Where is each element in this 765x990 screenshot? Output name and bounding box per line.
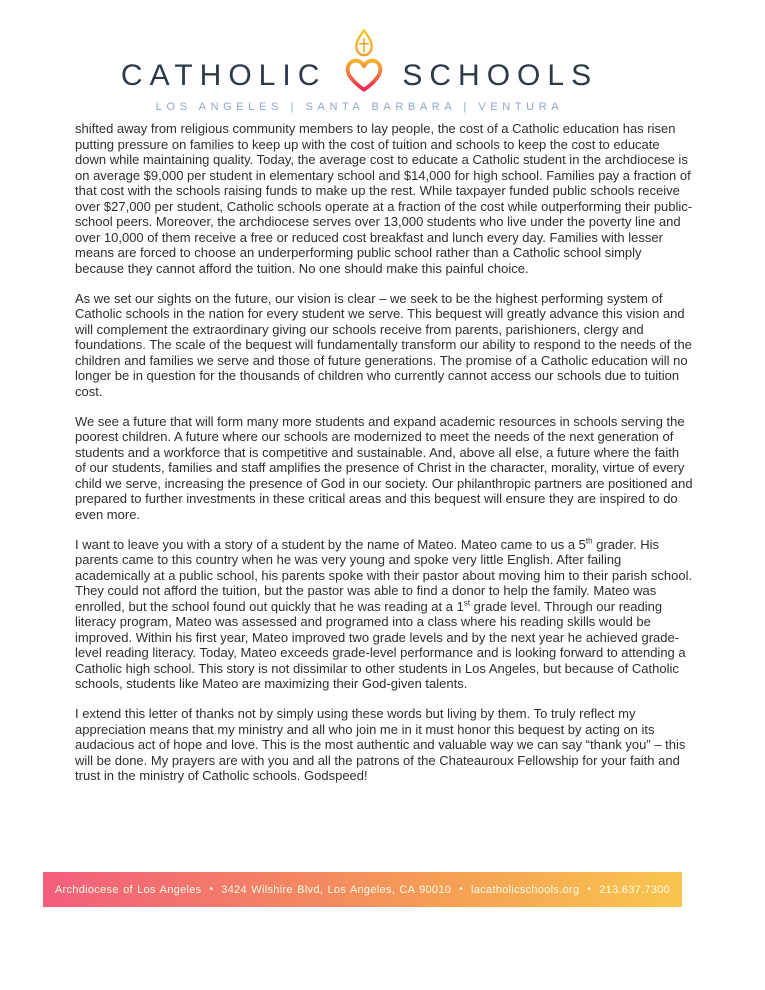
regions-tagline: LOS ANGELES | SANTA BARBARA | VENTURA: [155, 101, 564, 113]
paragraph-mateo-story: [75, 537, 693, 692]
footer-street-address: 3424 Wilshire Blvd, Los Angeles, CA 90010: [221, 883, 452, 896]
sacred-heart-flame-icon: [341, 27, 387, 90]
footer-website: lacatholicschools.org: [470, 883, 580, 896]
footer-bullet-separator: •: [587, 884, 592, 895]
ordinal-superscript-5th: th: [585, 536, 593, 546]
letter-body: [75, 121, 693, 798]
paragraph-cost-of-education: shifted away from religious community members to lay people, the cost of a Catholic education has risen putting pressure on families to keep up with the cost of tuition and schools to keep the cost to educate down while maintaining quality. Today, the average cost to educate a Catholic student in the archdiocese is on average $9,000 per student in elementary school and $14,000 for high school. Families pay a fraction of that cost with the schools raising funds to make up the rest. While taxpayer funded public schools receive over $27,000 per student, Catholic schools operate at a fraction of the cost while outperforming their public-school peers. Moreover, the archdiocese serves over 13,000 students who live under the poverty line and over 10,000 of them receive a free or reduced cost breakfast and lunch every day. Families with lesser means are forced to choose an underperforming public school rather than a Catholic school simply because they cannot afford the tuition. No one should make this painful choice.: [75, 121, 693, 276]
letterhead: [0, 26, 742, 113]
paragraph-closing-thanks: I extend this letter of thanks not by simply using these words but living by them. To truly reflect my appreciation means that my ministry and all who join me in it must honor this bequest by acting on its audacious act of hope and love. This is the most authentic and valuable way we can say “thank you” – this will be done. My prayers are with you and all the patrons of the Chateauroux Fellowship for your faith and trust in the ministry of Catholic schools. Godspeed!: [75, 706, 686, 783]
brand-word-schools: SCHOOLS: [402, 58, 599, 92]
footer-organization: Archdiocese of Los Angeles: [54, 883, 202, 896]
paragraph-vision: As we set our sights on the future, our vision is clear – we seek to be the highest performing system of Catholic schools in the nation for every student we serve. This bequest will greatly advance this vision and will complement the extraordinary giving our schools receive from parents, parishioners, clergy and foundations. The scale of the bequest will fundamentally transform our ability to respond to the needs of the children and families we serve and those of future generations. The promise of a Catholic education will no longer be in question for the thousands of children who currently cannot access our schools due to tuition cost.: [75, 290, 692, 399]
footer-phone-number: 213.637.7300: [599, 883, 671, 896]
ordinal-superscript-1st: st: [463, 598, 471, 608]
catholic-schools-logo: [121, 26, 598, 90]
mateo-text-part-3: grade level. Through our reading literacy program, Mateo was assessed and programed into a class where his reading skills would be improved. Within his first year, Mateo improved two grade levels and by the next year he achieved grade-level reading literacy. Today, Mateo exceeds grade-level performance and is looking forward to attending a Catholic high school. This story is not dissimilar to other students in Los Angeles, but because of Catholic schools, students like Mateo are maximizing their God-given talents.: [75, 598, 686, 691]
paragraph-future: We see a future that will form many more students and expand academic resources in schools serving the poorest children. A future where our schools are modernized to meet the needs of the next generation of students and a workforce that is competitive and sustainable. And, above all else, a future where the faith of our students, families and staff amplifies the presence of Christ in the character, morality, virtue of every child we serve, increasing the presence of God in our society. Our philanthropic partners are positioned and prepared to further investments in these critical areas and this bequest will ensure they are inspired to do even more.: [75, 413, 693, 522]
mateo-text-part-2: grader. His parents came to this country when he was very young and spoke very little English. After failing academically at a public school, his parents spoke with their pastor about moving him to their parish school. They could not afford the tuition, but the pastor was able to find a donor to help the family. Mateo was enrolled, but the school found out quickly that he was reading at a 1: [75, 536, 693, 614]
footer-bullet-separator: •: [209, 884, 214, 895]
footer-bullet-separator: •: [459, 884, 463, 895]
footer-banner: [43, 872, 682, 907]
mateo-text-part-1: I want to leave you with a story of a student by the name of Mateo. Mateo came to us a 5: [75, 536, 586, 552]
brand-word-catholic: CATHOLIC: [120, 58, 327, 92]
